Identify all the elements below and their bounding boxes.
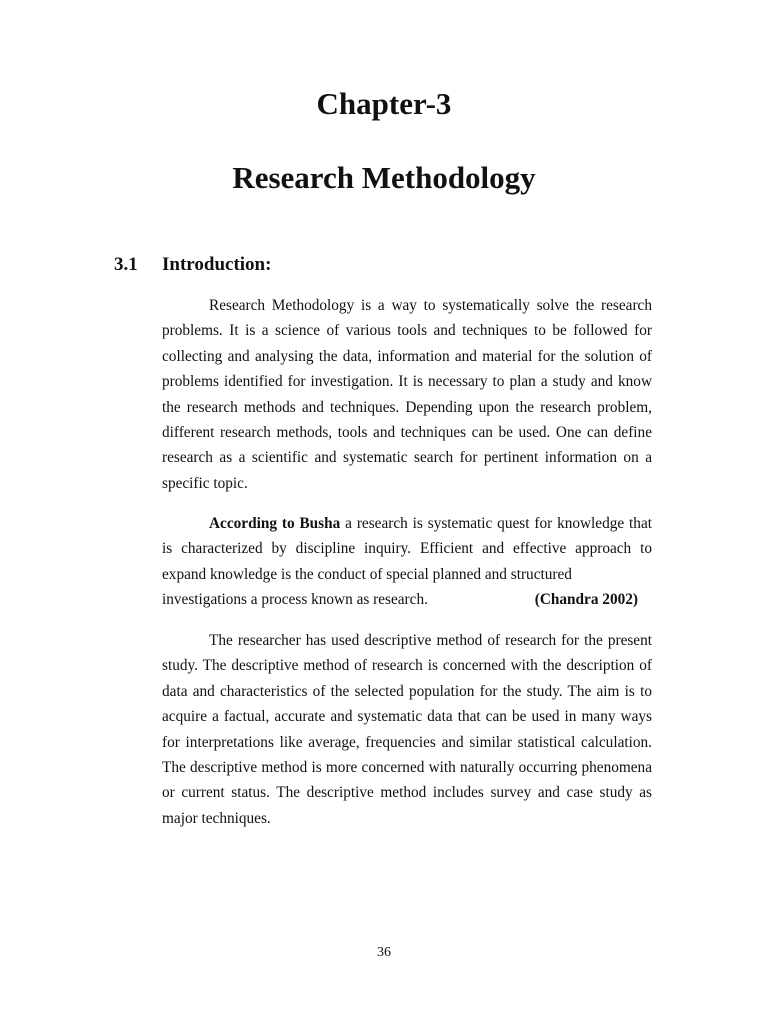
section-heading xyxy=(114,254,271,276)
chapter-subtitle: Research Methodology xyxy=(232,160,536,195)
page-number: 36 xyxy=(377,945,391,960)
paragraph-last-line: investigations a process known as research. xyxy=(162,591,428,609)
paragraph-introduction xyxy=(162,293,652,496)
citation-line xyxy=(162,587,652,612)
paragraph-text-body: a research is systematic quest for knowledge that is characterized by discipline inquiry. Efficient and effective approach to expand knowledge is the conduct of special planned and structured xyxy=(162,515,652,583)
citation: (Chandra 2002) xyxy=(534,591,638,609)
paragraph-text xyxy=(162,511,652,587)
section-title: Introduction: xyxy=(162,254,272,275)
paragraph-lead-author: According to Busha xyxy=(209,515,341,532)
chapter-title: Chapter-3 xyxy=(316,86,452,121)
paragraph-method xyxy=(162,628,652,831)
paragraph-text: Research Methodology is a way to systematically solve the research problems. It is a science of various tools and techniques to be followed for collecting and analysing the data, information and material for the solution of problems identified for investigation. It is necessary to plan a study and know the research methods and techniques. Depending upon the research problem, different research methods, tools and techniques can be used. One can define research as a scientific and systematic search for pertinent information on a specific topic. xyxy=(162,297,652,492)
paragraph-definition xyxy=(162,511,652,613)
section-number: 3.1 xyxy=(114,254,138,275)
paragraph-text: The researcher has used descriptive method of research for the present study. The descriptive method of research is concerned with the description of data and characteristics of the selected population for the study. The aim is to acquire a factual, accurate and systematic data that can be used in many ways for interpretations like average, frequencies and similar statistical calculation. The descriptive method is more concerned with naturally occurring phenomena or current status. The descriptive method includes survey and case study as major techniques. xyxy=(162,632,652,827)
